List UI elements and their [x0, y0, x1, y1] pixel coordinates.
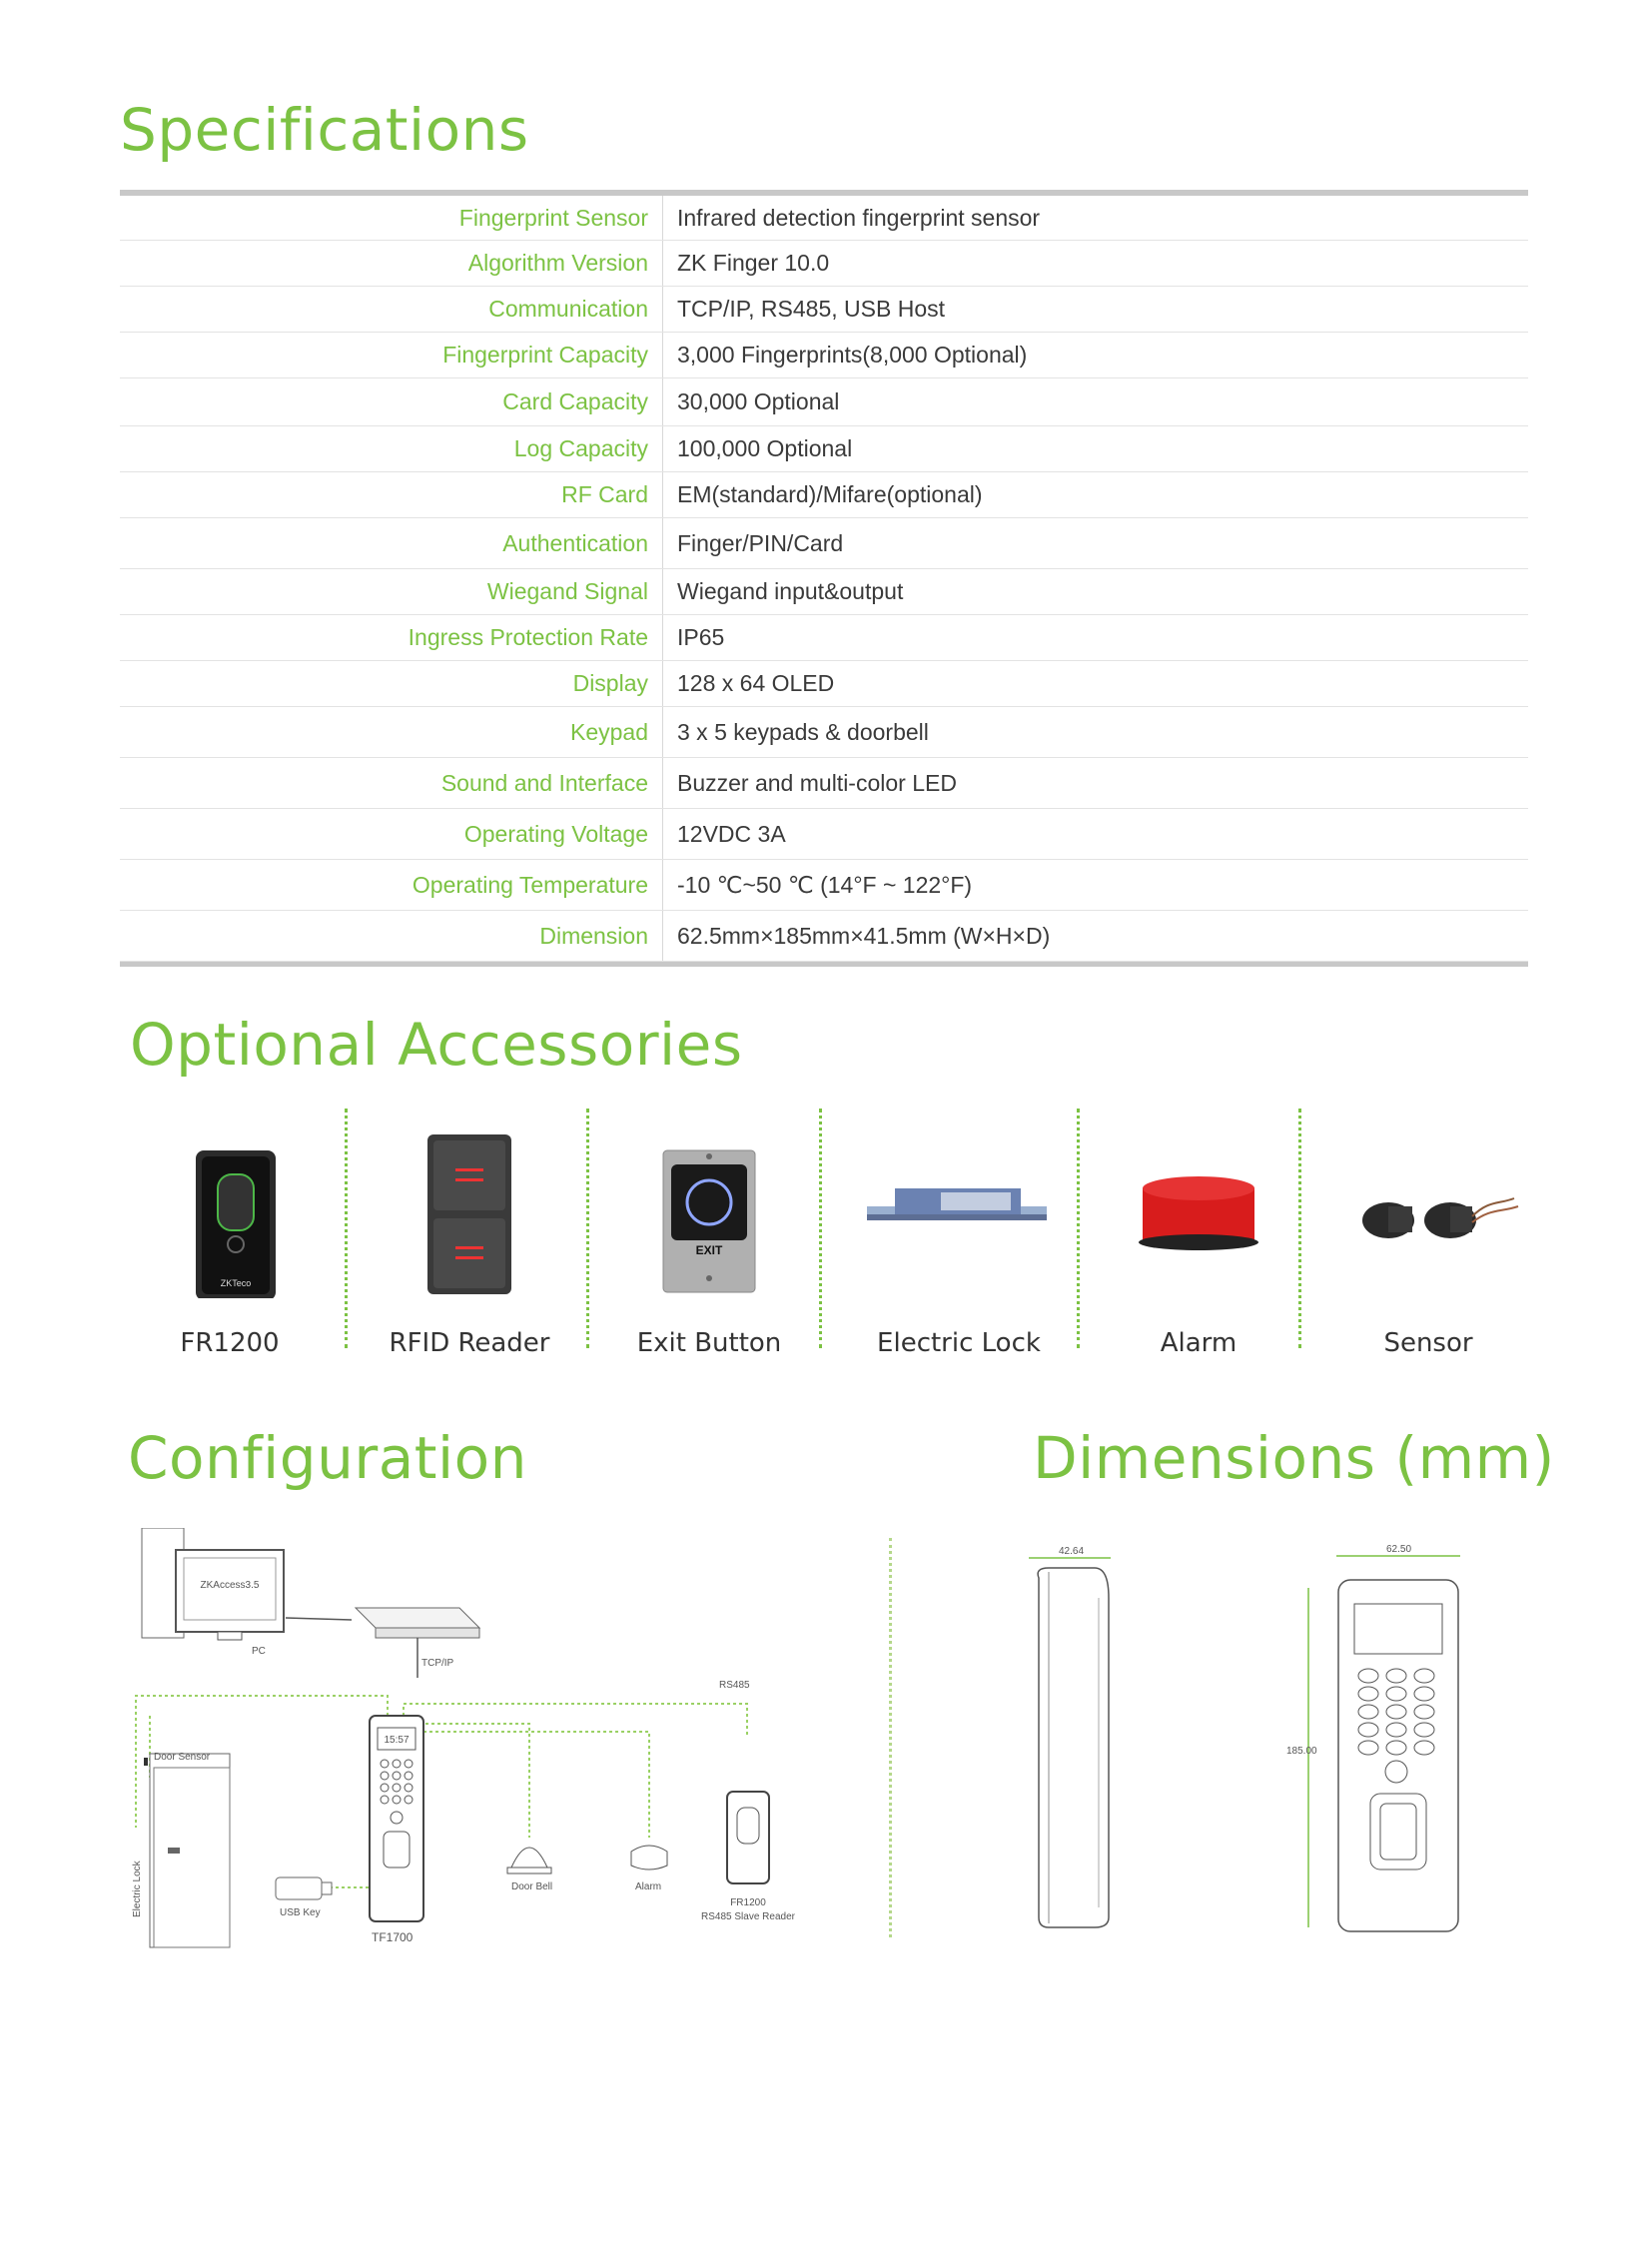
spec-value: 128 x 64 OLED	[662, 661, 1528, 706]
spec-row	[120, 287, 1528, 333]
spec-value: TCP/IP, RS485, USB Host	[662, 287, 1528, 332]
spec-row	[120, 569, 1528, 615]
specifications-table	[120, 190, 1528, 967]
spec-row	[120, 758, 1528, 809]
accessory-exit-button	[609, 1109, 809, 1358]
svg-text:EXIT: EXIT	[695, 1243, 723, 1257]
fr1200-slave-reader-icon	[727, 1792, 769, 1883]
spec-value: 100,000 Optional	[662, 426, 1528, 471]
spec-label: Operating Temperature	[412, 871, 648, 898]
spec-label: Fingerprint Sensor	[458, 204, 648, 231]
svg-text:Alarm: Alarm	[635, 1881, 662, 1892]
spec-label: Ingress Protection Rate	[408, 624, 648, 650]
rfid-reader-icon	[370, 1109, 569, 1298]
spec-label: Wiegand Signal	[486, 578, 648, 604]
spec-value: 30,000 Optional	[662, 378, 1528, 425]
spec-label: Operating Voltage	[463, 820, 648, 847]
accessories-title: Optional Accessories	[130, 1011, 743, 1079]
accessory-fr1200	[130, 1109, 330, 1358]
accessory-divider	[819, 1109, 822, 1348]
svg-text:Electric Lock: Electric Lock	[132, 1861, 143, 1917]
svg-text:TF1700: TF1700	[372, 1930, 413, 1944]
dimensions-title: Dimensions (mm)	[1033, 1424, 1555, 1492]
specifications-title: Specifications	[120, 96, 529, 164]
accessories-row	[130, 1109, 1528, 1358]
accessory-divider	[1298, 1109, 1301, 1348]
exit-button-icon	[609, 1109, 809, 1298]
svg-text:15:57: 15:57	[384, 1735, 410, 1746]
configuration-title: Configuration	[128, 1424, 527, 1492]
spec-row	[120, 378, 1528, 426]
spec-label: Dimension	[539, 922, 648, 949]
electric-lock-icon	[849, 1109, 1069, 1298]
alarm-small-icon	[631, 1846, 667, 1869]
spec-label: Algorithm Version	[467, 250, 648, 276]
svg-text:FR1200: FR1200	[730, 1897, 766, 1908]
accessory-alarm	[1099, 1109, 1298, 1358]
accessory-rfid-reader	[370, 1109, 569, 1358]
spec-value: ZK Finger 10.0	[662, 241, 1528, 286]
spec-row	[120, 196, 1528, 241]
svg-text:62.50: 62.50	[1386, 1544, 1412, 1555]
spec-row	[120, 518, 1528, 569]
spec-value: 3 x 5 keypads & doorbell	[662, 707, 1528, 757]
configuration-diagram	[120, 1528, 899, 1957]
dimensions-drawing	[999, 1528, 1518, 1957]
spec-label: RF Card	[561, 481, 648, 507]
accessory-label: Sensor	[1383, 1328, 1473, 1358]
accessory-label: Exit Button	[636, 1328, 782, 1358]
accessory-divider	[1077, 1109, 1080, 1348]
spec-row	[120, 809, 1528, 860]
svg-text:185.00: 185.00	[1286, 1746, 1317, 1757]
device-front-view	[1286, 1544, 1460, 1931]
spec-label: Fingerprint Capacity	[442, 342, 648, 368]
accessory-label: RFID Reader	[389, 1328, 550, 1358]
spec-value: 12VDC 3A	[662, 809, 1528, 859]
spec-value: -10 ℃~50 ℃ (14°F ~ 122°F)	[662, 860, 1528, 910]
spec-row	[120, 860, 1528, 911]
spec-row	[120, 241, 1528, 287]
door-icon	[144, 1754, 230, 1947]
spec-value: Finger/PIN/Card	[662, 518, 1528, 568]
accessory-label: FR1200	[180, 1328, 280, 1358]
usb-key-icon	[276, 1877, 332, 1899]
spec-value: Infrared detection fingerprint sensor	[662, 196, 1528, 240]
spec-value: 62.5mm×185mm×41.5mm (W×H×D)	[662, 911, 1528, 961]
network-switch-icon	[356, 1608, 479, 1638]
section-divider	[889, 1538, 892, 1937]
spec-value: Wiegand input&output	[662, 569, 1528, 614]
accessory-electric-lock	[849, 1109, 1069, 1358]
spec-row	[120, 615, 1528, 661]
spec-row	[120, 472, 1528, 518]
spec-row	[120, 707, 1528, 758]
fr1200-reader-icon	[130, 1109, 330, 1298]
spec-label: Keypad	[569, 718, 648, 745]
svg-text:RS485: RS485	[719, 1680, 750, 1691]
accessory-label: Electric Lock	[877, 1328, 1041, 1358]
accessory-sensor	[1328, 1109, 1528, 1358]
alarm-icon	[1099, 1109, 1298, 1298]
pc-icon	[142, 1528, 284, 1657]
accessory-divider	[345, 1109, 348, 1348]
spec-label: Display	[572, 670, 648, 696]
spec-row	[120, 661, 1528, 707]
table-bottom-rule	[120, 962, 1528, 967]
tf1700-device-icon	[370, 1716, 423, 1921]
svg-text:42.64: 42.64	[1059, 1546, 1085, 1557]
spec-value: Buzzer and multi-color LED	[662, 758, 1528, 808]
accessory-divider	[586, 1109, 589, 1348]
svg-text:TCP/IP: TCP/IP	[421, 1658, 454, 1669]
sensor-icon	[1328, 1109, 1528, 1298]
svg-text:Door Sensor: Door Sensor	[154, 1752, 211, 1763]
svg-text:Door Bell: Door Bell	[511, 1881, 553, 1892]
svg-text:PC: PC	[252, 1646, 266, 1657]
spec-label: Authentication	[502, 529, 648, 556]
spec-rows	[120, 196, 1528, 962]
spec-label: Communication	[488, 296, 648, 322]
svg-text:ZKTeco: ZKTeco	[220, 1278, 252, 1288]
accessory-label: Alarm	[1160, 1328, 1238, 1358]
svg-text:ZKAccess3.5: ZKAccess3.5	[200, 1580, 260, 1591]
spec-row	[120, 911, 1528, 962]
svg-text:RS485 Slave Reader: RS485 Slave Reader	[701, 1911, 795, 1922]
spec-value: 3,000 Fingerprints(8,000 Optional)	[662, 333, 1528, 377]
spec-label: Sound and Interface	[440, 769, 648, 796]
spec-label: Log Capacity	[513, 435, 648, 461]
spec-value: IP65	[662, 615, 1528, 660]
spec-row	[120, 333, 1528, 378]
spec-value: EM(standard)/Mifare(optional)	[662, 472, 1528, 517]
door-bell-icon	[507, 1848, 551, 1873]
spec-row	[120, 426, 1528, 472]
spec-label: Card Capacity	[502, 388, 648, 414]
device-side-view	[1029, 1546, 1111, 1927]
svg-text:USB Key: USB Key	[280, 1907, 321, 1918]
